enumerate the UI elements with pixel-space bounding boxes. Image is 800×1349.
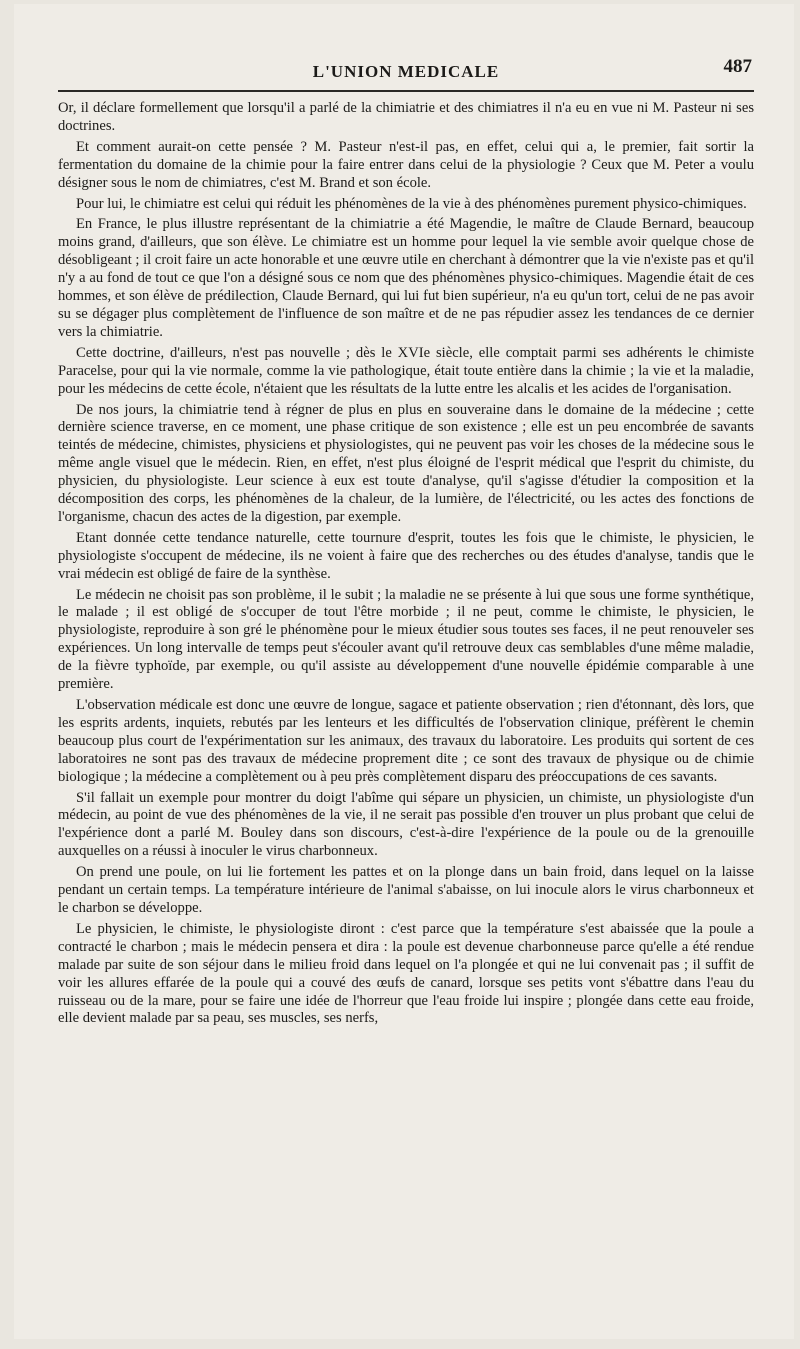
paragraph: L'observation médicale est donc une œuvre de longue, sagace et patiente observation ; rien d'étonnant, dès lors, que les esprits ardents, inquiets, rebutés par les lenteurs et les difficultés de l'observation clinique, préfèrent le chemin beaucoup plus court de l'expérimentation sur les animaux, des travaux du laboratoire. Les produits qui sortent de ces laboratoires ne sont pas des travaux de médecine proprement dite ; ce sont des travaux de physique ou de chimie biologique ; la médecine a complètement ou à peu près complètement disparu des préoccupations de ces savants. <box>58 697 754 785</box>
paragraph: Pour lui, le chimiatre est celui qui réduit les phénomènes de la vie à des phénomènes purement physico-chimiques. <box>76 195 747 212</box>
paragraph: Cette doctrine, d'ailleurs, n'est pas nouvelle ; dès le XVIe siècle, elle comptait parmi ses adhérents le chimiste Paracelse, pour qui la vie normale, comme la vie pathologique, était toute entière dans la chimie ; la vie et la maladie, pour les médecins de cette école, n'étaient que les résultats de la lutte entre les alcalis et les acides de l'organisation. <box>58 344 754 397</box>
paragraph: On prend une poule, on lui lie fortement les pattes et on la plonge dans un bain froid, dans lequel on la laisse pendant un certain temps. La température intérieure de l'animal s'abaisse, on lui inocule alors le virus charbonneux et le charbon se développe. <box>58 864 754 916</box>
paragraph: S'il fallait un exemple pour montrer du doigt l'abîme qui sépare un physicien, un chimiste, un physiologiste d'un médecin, au point de vue des phénomènes de la vie, il ne serait pas possible d'en trouver un plus probant que celui de l'expérience dont a parlé M. Bouley dans son discours, c'est-à-dire l'expérience de la poule ou de la grenouille auxquelles on a réussi à inoculer le virus charbonneux. <box>58 789 754 860</box>
paragraph: De nos jours, la chimiatrie tend à régner de plus en plus en souveraine dans le domaine de la médecine ; cette dernière science traverse, en ce moment, une phase critique de son existence ; elle est un peu encombrée de savants teintés de médecine, chimistes, physiciens et physiologistes, qui ne peuvent pas voir les choses de la médecine sous le même angle visuel que le médecin. Rien, en effet, n'est plus éloigné de l'esprit médical que l'esprit du chimiste, du physicien, du physiologiste. Leur science à eux est toute d'analyse, qu'il s'agisse d'étudier la composition et la décomposition des corps, les phénomènes de la chaleur, de la lumière, de l'électricité, ou les actes des fonctions de l'organisme, chacun des actes de la digestion, par exemple. <box>58 401 754 525</box>
paragraph: Le médecin ne choisit pas son problème, il le subit ; la maladie ne se présente à lui que sous une forme synthétique, le malade ; il est obligé de s'occuper de tout l'être morbide ; il ne peut, comme le chimiste, le physicien, le physiologiste, reproduire à son gré le phénomène pour le mieux étudier sous toutes ses faces, il ne peut renouveler ses expériences. Un long intervalle de temps peut s'écouler avant qu'il retrouve deux cas semblables d'une même maladie, de la fièvre typhoïde, par exemple, ou qu'il assiste au développement d'une nouvelle épidémie comparable à une première. <box>58 586 754 693</box>
paragraph: Etant donnée cette tendance naturelle, cette tournure d'esprit, toutes les fois que le chimiste, le physicien, le physiologiste s'occupent de médecine, ils ne voient à faire que des recherches ou des études d'analyse, tandis que le vrai médecin est obligé de faire de la synthèse. <box>58 529 754 582</box>
body-text <box>58 100 754 1028</box>
document-page <box>14 4 794 1339</box>
page-header <box>58 56 754 92</box>
paragraph: Le physicien, le chimiste, le physiologiste diront : c'est parce que la température s'est abaissée que la poule a contracté le charbon ; mais le médecin pensera et dira : la poule est devenue charbonneuse parce qu'elle a été rendue malade par suite de son séjour dans le milieu froid dans lequel on l'a plongée et qui ne lui convenait pas ; il suffit de voir les allures effarée de la poule qui a couvé des œufs de canard, lorsque ses petits vont s'ébattre dans l'eau du ruisseau ou de la mare, pour se faire une idée de l'horreur que l'eau froide lui inspire ; plongée dans cette eau froide, elle devient malade par sa peau, ses muscles, ses nerfs, <box>58 920 754 1027</box>
page-number: 487 <box>723 56 752 77</box>
paragraph: Et comment aurait-on cette pensée ? M. Pasteur n'est-il pas, en effet, celui qui a, le premier, fait sortir la fermentation du domaine de la chimie pour la faire entrer dans celui de la physiologie ? Ceux que M. Peter a voulu désigner sous le nom de chimiatres, c'est M. Brand et son école. <box>58 138 754 191</box>
running-title: L'UNION MEDICALE <box>312 62 500 81</box>
paragraph: Or, il déclare formellement que lorsqu'il a parlé de la chimiatrie et des chimiatres il n'a eu en vue ni M. Pasteur ni ses doctrines. <box>58 100 754 134</box>
paragraph: En France, le plus illustre représentant de la chimiatrie a été Magendie, le maître de Claude Bernard, beaucoup moins grand, d'ailleurs, que son élève. Le chimiatre est un homme pour lequel la vie semble avoir quelque chose de désobligeant ; il croit faire un acte honorable et une œuvre utile en cherchant à démontrer que la vie n'existe pas et qu'il n'y a au fond de tout ce que l'on a désigné sous ce nom que des phénomènes physico-chimiques. Magendie était de ces hommes, et son élève de prédilection, Claude Bernard, qui lui fut bien supérieur, n'a eu qu'un tort, celui de ne pas avoir su se dégager plus complètement de l'influence de son maître et de ne pas répudier assez les tendances de ce dernier vers la chimiatrie. <box>58 216 754 340</box>
